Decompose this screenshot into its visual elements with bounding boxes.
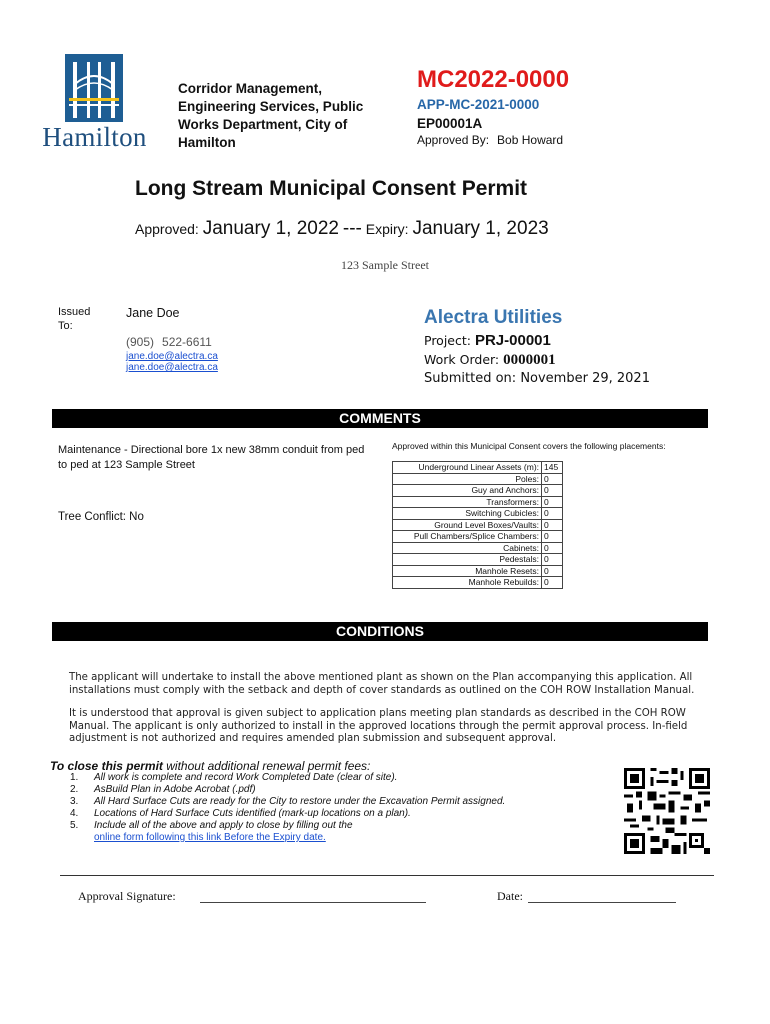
approval-signature-label: Approval Signature: — [78, 889, 176, 903]
placement-label: Cabinets: — [393, 542, 542, 554]
comments-heading: COMMENTS — [52, 409, 708, 428]
project-line — [424, 332, 551, 349]
close-step — [70, 796, 590, 808]
approved-by-name: Bob Howard — [497, 133, 564, 147]
placements-intro: Approved within this Municipal Consent covers the following placements: — [392, 441, 666, 451]
permit-number: MC2022-0000 — [417, 66, 570, 93]
placement-row — [393, 554, 563, 566]
placement-value: 0 — [542, 485, 563, 497]
permit-title: Long Stream Municipal Consent Permit — [135, 177, 528, 200]
submitted-label: Submitted on: — [424, 371, 517, 386]
close-step-text: All Hard Surface Cuts are ready for the City to restore under the Excavation Permit assigned. — [94, 796, 506, 807]
placement-value: 0 — [542, 577, 563, 589]
placement-row — [393, 577, 563, 589]
placement-label: Guy and Anchors: — [393, 485, 542, 497]
placement-row — [393, 542, 563, 554]
logo-wordmark: Hamilton — [42, 122, 147, 152]
close-step-text: All work is complete and record Work Completed Date (clear of site). — [94, 772, 398, 783]
approved-by-label: Approved By: — [417, 133, 490, 147]
placement-label: Pull Chambers/Splice Chambers: — [393, 531, 542, 543]
ep-number: EP00001A — [417, 116, 483, 131]
qr-code-icon[interactable] — [624, 768, 710, 854]
placement-row — [393, 462, 563, 474]
placement-label: Transformers: — [393, 496, 542, 508]
company-name: Alectra Utilities — [424, 307, 563, 328]
close-step — [70, 784, 590, 796]
close-step-number: 3. — [70, 796, 79, 807]
placements-table — [392, 461, 563, 589]
application-number: APP-MC-2021-0000 — [417, 97, 540, 112]
placement-label: Underground Linear Assets (m): — [393, 462, 542, 474]
hamilton-logo-icon — [65, 54, 123, 122]
placement-value: 0 — [542, 473, 563, 485]
email-link-secondary[interactable]: jane.doe@alectra.ca — [126, 362, 218, 373]
project-id: PRJ-00001 — [474, 332, 551, 349]
department-name: Corridor Management, Engineering Services, Public Works Department, City of Hamilton — [178, 81, 364, 150]
placement-label: Poles: — [393, 473, 542, 485]
close-step-number: 1. — [70, 772, 79, 783]
close-step-text: Locations of Hard Surface Cuts identified (mark-up locations on a plan). — [94, 808, 411, 819]
close-step-text: AsBuild Plan in Adobe Acrobat (.pdf) — [94, 784, 256, 795]
placement-label: Switching Cubicles: — [393, 508, 542, 520]
issued-to-label: Issued To: — [58, 306, 91, 332]
approved-date: January 1, 2022 — [202, 218, 339, 239]
close-step — [70, 808, 590, 820]
close-permit-heading — [50, 759, 370, 773]
phone-area-code: (905) — [126, 335, 155, 349]
conditions-heading: CONDITIONS — [52, 622, 708, 641]
placement-value: 0 — [542, 565, 563, 577]
tree-conflict: Tree Conflict: No — [58, 511, 144, 523]
close-step — [70, 820, 590, 832]
site-address: 123 Sample Street — [341, 258, 429, 272]
issued-to-name: Jane Doe — [126, 306, 180, 320]
work-order-id: 0000001 — [503, 352, 556, 368]
placement-label: Manhole Resets: — [393, 565, 542, 577]
comment-text: Maintenance - Directional bore 1x new 38mm conduit from ped to ped at 123 Sample Street — [58, 444, 365, 471]
date-separator: --- — [342, 218, 362, 239]
placement-row — [393, 496, 563, 508]
approved-label: Approved: — [135, 221, 199, 237]
expiry-date: January 1, 2023 — [412, 218, 549, 239]
permit-dates — [135, 218, 549, 240]
condition-paragraph-1: The applicant will undertake to install the above mentioned plant as shown on the Plan accompanying this application. All installations must comply with the setback and depth of cover standards as outlined on the COH ROW Installation Manual. — [69, 672, 695, 696]
close-heading-bold: To close this permit — [50, 759, 163, 773]
phone-number — [126, 335, 212, 349]
work-order-line — [424, 352, 556, 369]
close-step-text: Include all of the above and apply to close by filling out the — [94, 820, 353, 831]
placement-value: 0 — [542, 554, 563, 566]
submitted-line — [424, 371, 650, 386]
close-step — [70, 772, 590, 784]
submitted-date: November 29, 2021 — [520, 371, 650, 386]
placement-value: 145 — [542, 462, 563, 474]
close-heading-rest: without additional renewal permit fees: — [166, 759, 371, 773]
work-order-label: Work Order: — [424, 352, 500, 367]
placement-value: 0 — [542, 542, 563, 554]
placement-row — [393, 531, 563, 543]
project-label: Project: — [424, 333, 471, 348]
approval-signature-field[interactable] — [200, 902, 426, 903]
placement-value: 0 — [542, 508, 563, 520]
close-step-number: 2. — [70, 784, 79, 795]
placement-row — [393, 485, 563, 497]
email-link[interactable]: jane.doe@alectra.ca — [126, 351, 218, 362]
date-label: Date: — [497, 889, 523, 903]
placement-value: 0 — [542, 496, 563, 508]
approved-by — [417, 133, 563, 147]
close-steps-list — [70, 772, 590, 843]
date-field[interactable] — [528, 902, 676, 903]
placement-row — [393, 473, 563, 485]
placement-row — [393, 508, 563, 520]
close-step-number: 5. — [70, 820, 79, 831]
placement-value: 0 — [542, 519, 563, 531]
phone-local: 522-6611 — [162, 335, 212, 349]
expiry-label: Expiry: — [365, 221, 409, 237]
placement-row — [393, 519, 563, 531]
placement-label: Ground Level Boxes/Vaults: — [393, 519, 542, 531]
placement-value: 0 — [542, 531, 563, 543]
placement-label: Manhole Rebuilds: — [393, 577, 542, 589]
placement-label: Pedestals: — [393, 554, 542, 566]
close-step-number: 4. — [70, 808, 79, 819]
signature-divider — [60, 875, 714, 876]
condition-paragraph-2: It is understood that approval is given subject to application plans meeting plan standards as described in the COH ROW Manual. The applicant is only authorized to install in the approved locations through the permit approval process. In-field adjustment is not authorized and requires amended plan submission and subsequent approval. — [69, 708, 688, 744]
placement-row — [393, 565, 563, 577]
hamilton-logo — [32, 50, 157, 158]
close-permit-form-link[interactable]: online form following this link Before the Expiry date. — [94, 832, 326, 843]
